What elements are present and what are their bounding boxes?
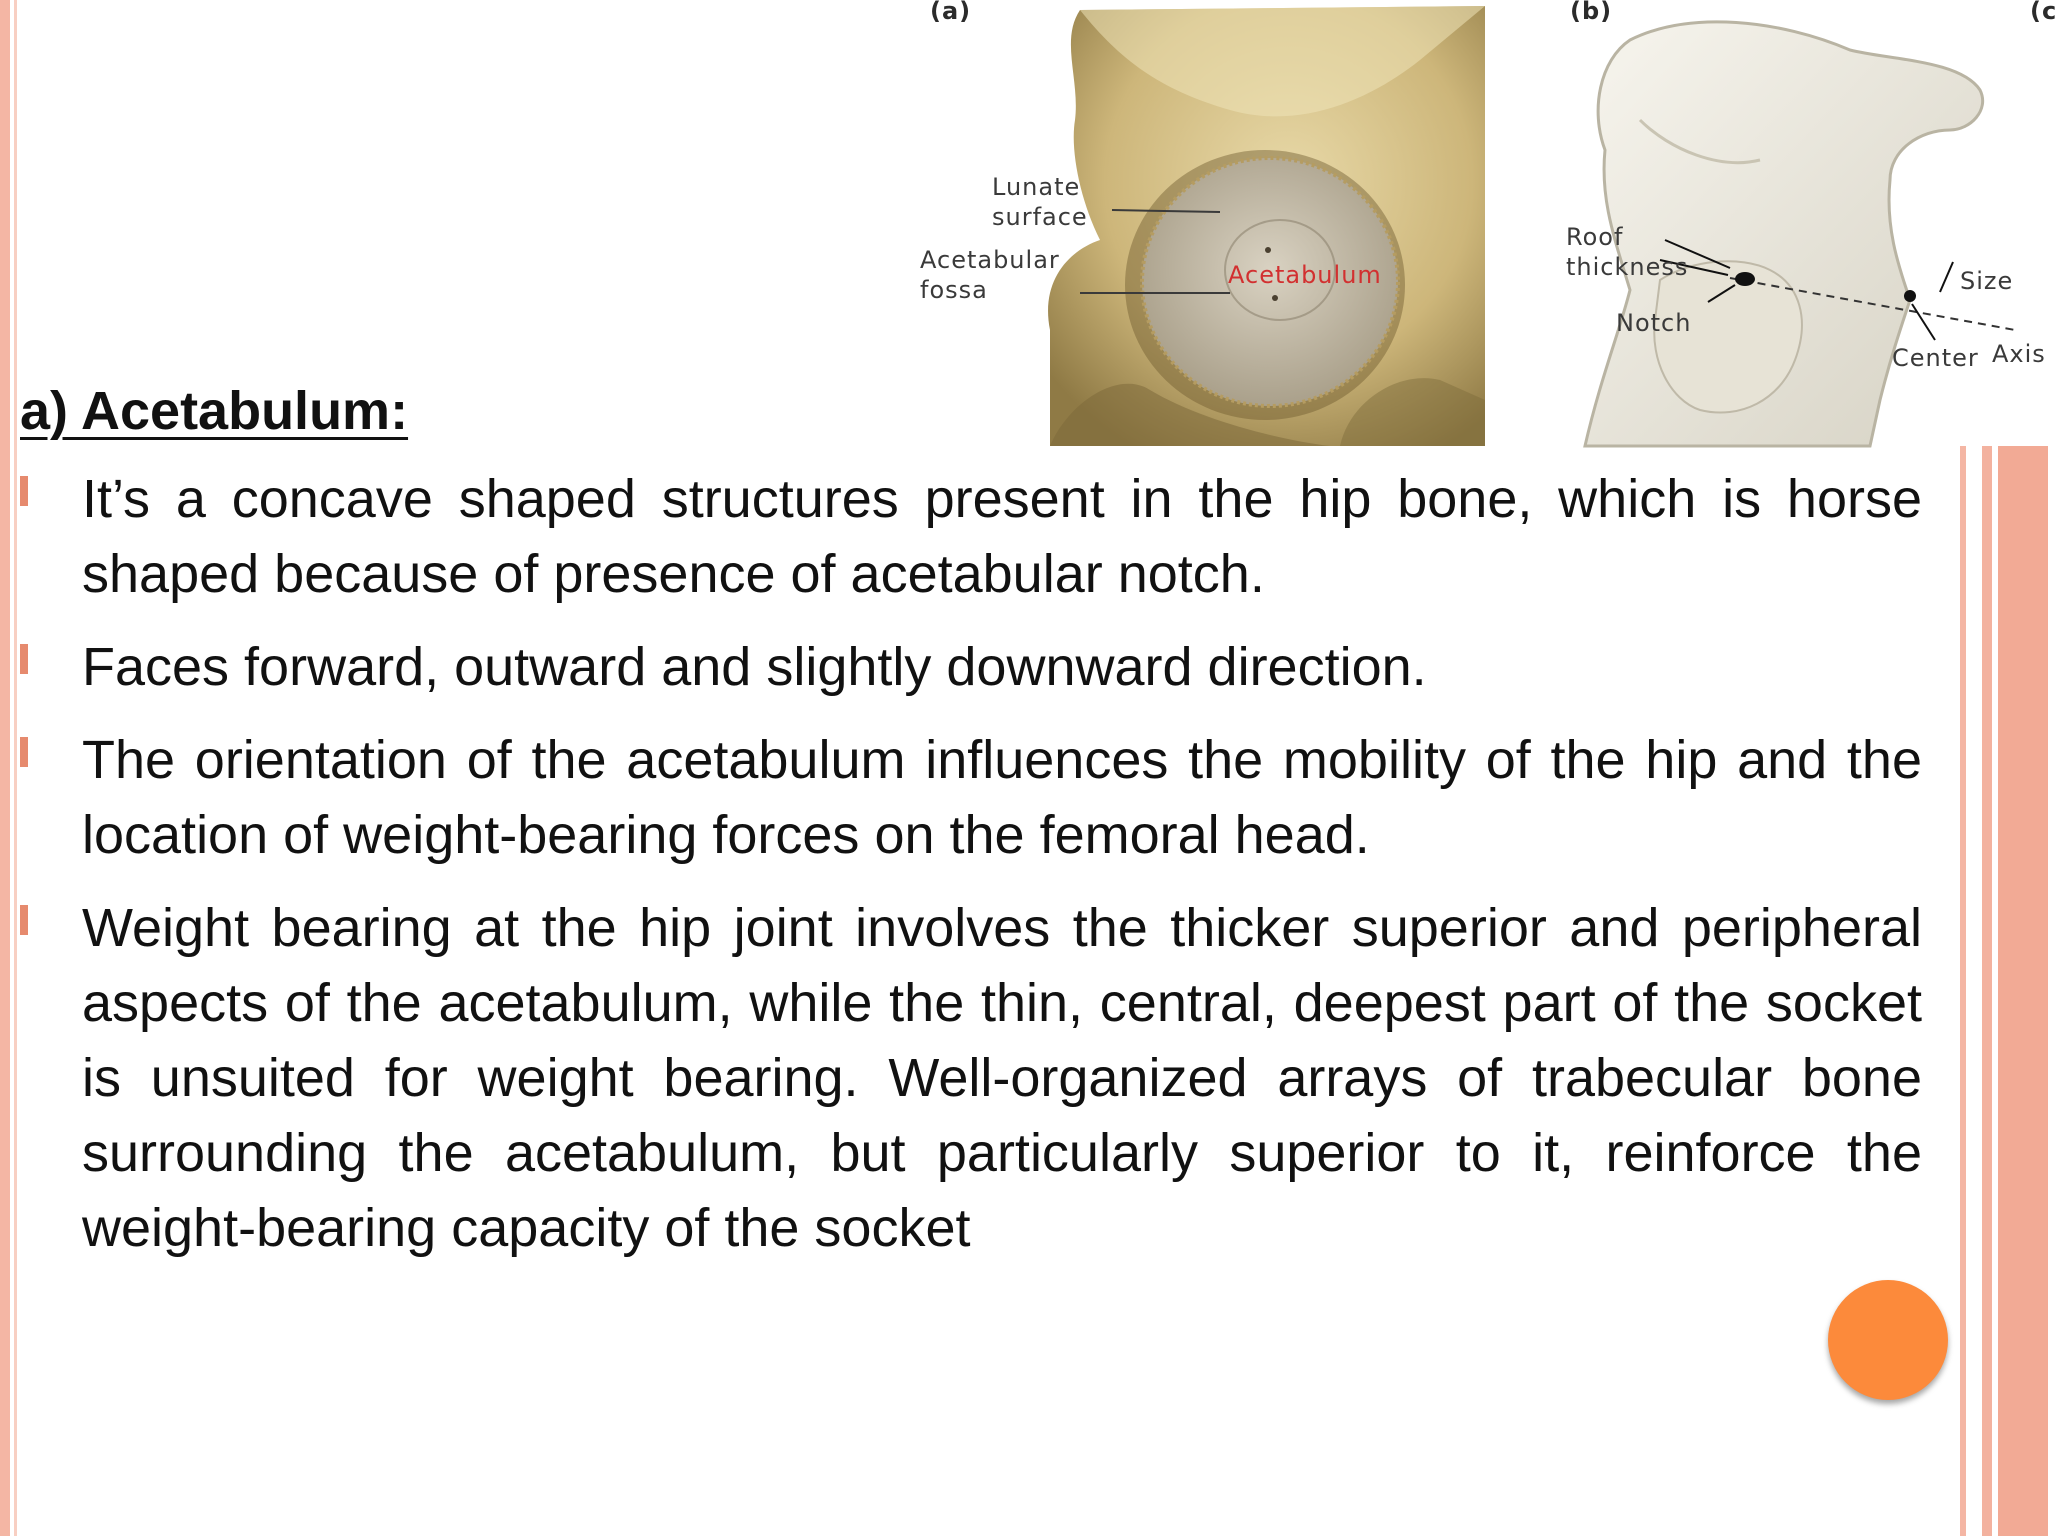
- bullet-marker-icon: [20, 644, 28, 674]
- bullet-list: [20, 462, 1922, 1284]
- right-band-block: [1998, 446, 2048, 1536]
- notch-label: Notch: [1616, 309, 1692, 337]
- left-accent-stripe-thin: [14, 0, 17, 1536]
- acetabular-fossa-label: Acetabular fossa: [920, 246, 1060, 304]
- acetabulum-figure: [900, 0, 2057, 446]
- bullet-text: The orientation of the acetabulum influences the mobility of the hip and the location of weight-bearing forces on the femoral head.: [82, 730, 1922, 865]
- center-label: Center: [1892, 344, 1979, 372]
- panel-a-label: (a): [930, 0, 972, 25]
- acetabulum-label: Acetabulum: [1228, 261, 1382, 289]
- left-accent-stripe: [0, 0, 10, 1536]
- bullet-text: It’s a concave shaped structures present in the hip bone, which is horse shaped because of presence of acetabular notch.: [82, 469, 1922, 604]
- bullet-text: Faces forward, outward and slightly downward direction.: [82, 637, 1427, 697]
- right-accent-band: [1960, 446, 2048, 1536]
- lunate-surface-label: Lunate surface: [992, 173, 1088, 231]
- right-band-line: [1982, 446, 1992, 1536]
- bullet-item: [20, 462, 1922, 612]
- bullet-marker-icon: [20, 476, 28, 506]
- axis-label: Axis: [1992, 340, 2046, 368]
- bullet-item: [20, 630, 1922, 705]
- bullet-item: [20, 891, 1922, 1266]
- bullet-item: [20, 723, 1922, 873]
- orange-circle-decoration: [1828, 1280, 1948, 1400]
- bullet-text: Weight bearing at the hip joint involves the thicker superior and peripheral aspects of the acetabulum, while the thin, central, deepest part of the socket is unsuited for weight bearing. Well-organized arrays of trabecular bone surrounding the acetabulum, but particularly superior to it, reinforce the weight-bearing capacity of the socket: [82, 898, 1922, 1258]
- panel-b-label: (b): [1570, 0, 1613, 25]
- bullet-marker-icon: [20, 905, 28, 935]
- panel-c-label: (c: [2030, 0, 2057, 25]
- right-band-line: [1960, 446, 1966, 1536]
- size-label: Size: [1960, 267, 2014, 295]
- slide-heading: a) Acetabulum:: [20, 381, 409, 441]
- bullet-marker-icon: [20, 737, 28, 767]
- roof-thickness-label: Roof thickness: [1566, 223, 1689, 281]
